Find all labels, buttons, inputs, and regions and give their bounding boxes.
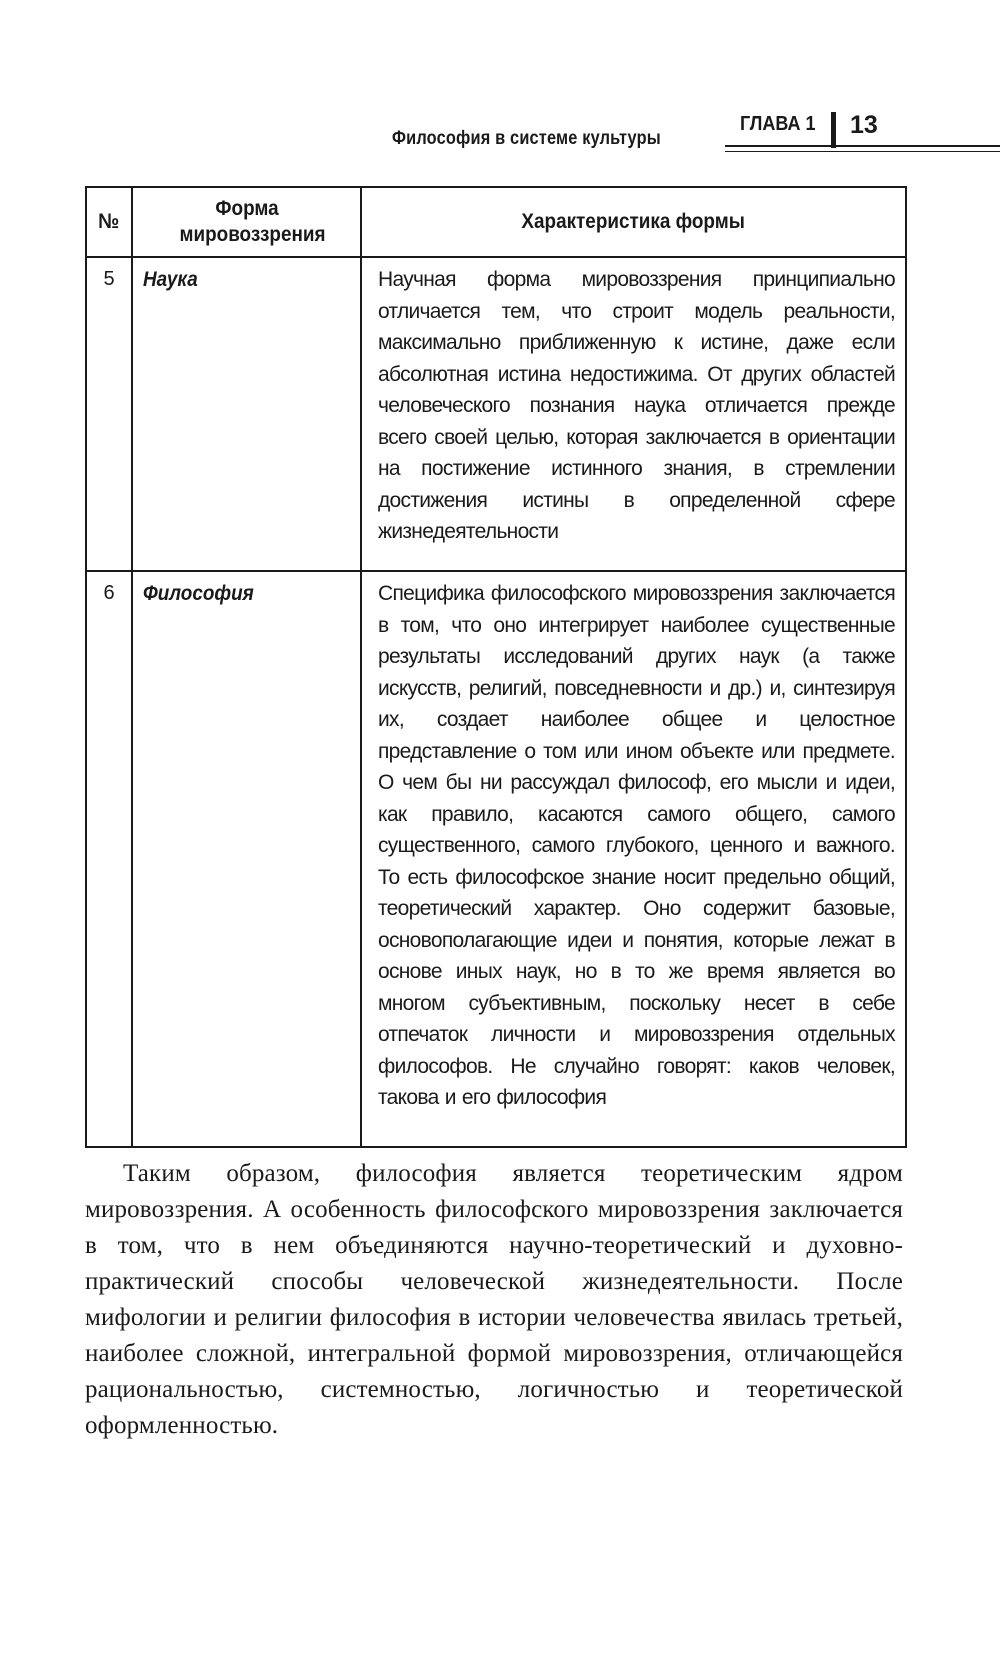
column-header-number: № (86, 187, 132, 257)
table-row (86, 571, 906, 1147)
form-description: Научная форма мировоззрения принципиально отличается тем, что строит модель реальности, максимально приближенную к истине, даже если абсолютная истина недостижима. От других областей человеческого познания наука отличается прежде всего своей целью, которая заключается в ориентации на постижение истинного знания, в стремлении достижения истины в определенной сфере жизнедеятельности (361, 257, 906, 571)
row-number: 6 (86, 571, 132, 1147)
body-paragraph: Таким образом, философия является теоретическим ядром мировоззрения. А особенность философского мировоззрения заключается в том, что в нем объединяются научно-теоретический и духовно-практический способы человеческой жизнедеятельности. После мифологии и религии философия в истории человечества явилась третьей, наиболее сложной, интегральной формой мировоззрения, отличающейся рациональностью, системностью, логичностью и теоретической оформленностью. (85, 1160, 903, 1439)
table-row (86, 257, 906, 571)
header-rule-thin (725, 151, 1000, 152)
page-number: 13 (850, 111, 878, 139)
header-title: Философия в системе культуры (392, 128, 661, 149)
table-header-row (86, 187, 906, 257)
form-name: Философия (132, 571, 361, 1147)
running-header (380, 110, 910, 158)
worldview-forms-table (85, 186, 907, 1148)
form-description: Специфика философского мировоззрения заключается в том, что оно интегрирует наиболее существенные результаты исследований других наук (а также искусств, религий, повседневности и др.) и, синтезируя их, создает наиболее общее и целостное представление о том или ином объекте или предмете. О чем бы ни рассуждал философ, его мысли и идеи, как правило, касаются самого общего, самого существенного, самого глубокого, ценного и важного. То есть философское знание носит предельно общий, теоретический характер. Оно содержит базовые, основополагающие идеи и понятия, которые лежат в основе иных наук, но в то же время является во многом субъективным, поскольку несет в себе отпечаток личности и мировоззрения отдельных философов. Не случайно говорят: каков человек, такова и его философия (361, 571, 906, 1147)
header-rule (725, 145, 1000, 147)
column-header-characteristic: Характеристика формы (361, 187, 906, 257)
header-separator (831, 112, 836, 148)
form-name: Наука (132, 257, 361, 571)
chapter-label: ГЛАВА 1 (740, 113, 816, 135)
row-number: 5 (86, 257, 132, 571)
column-header-form: Форма мировоззрения (132, 187, 361, 257)
